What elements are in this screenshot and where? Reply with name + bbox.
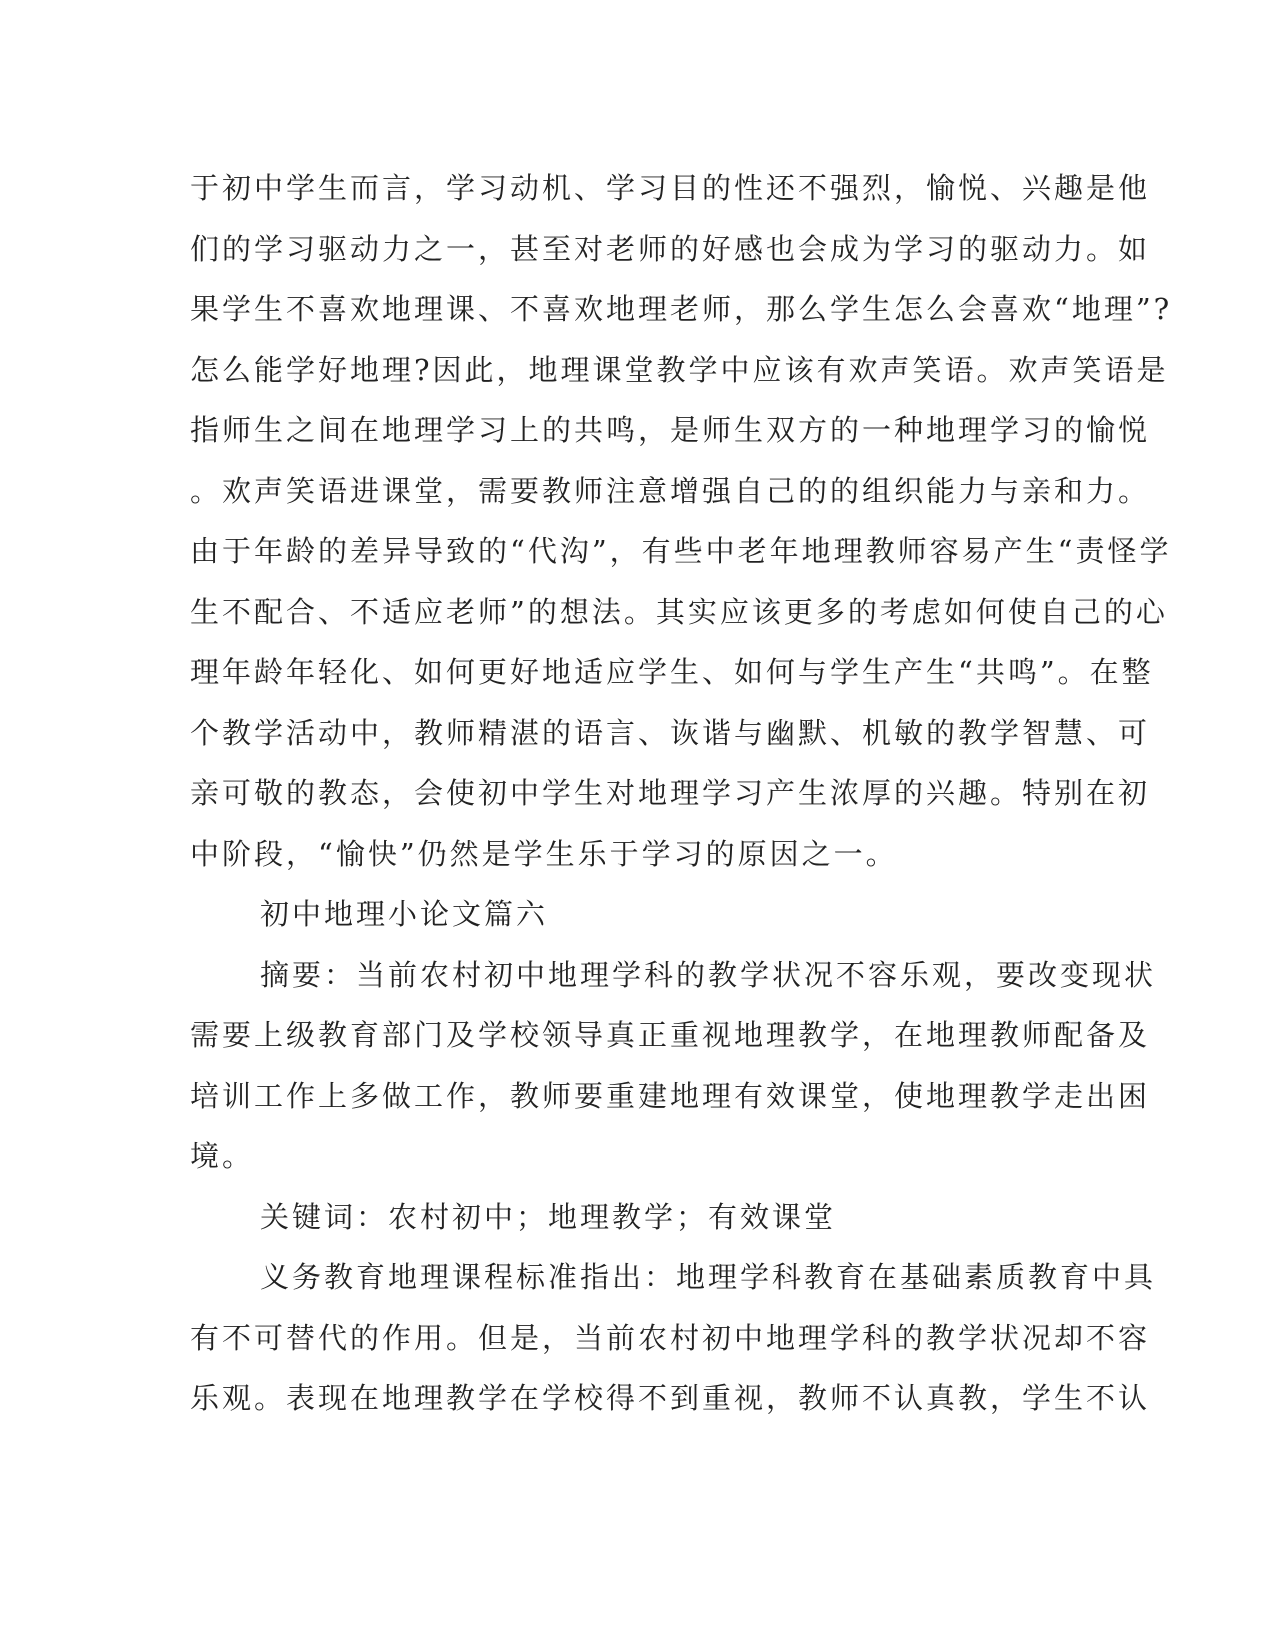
text-line: 亲可敬的教态，会使初中学生对地理学习产生浓厚的兴趣。特别在初 (190, 776, 1151, 810)
text-line: 指师生之间在地理学习上的共鸣，是师生双方的一种地理学习的愉悦 (190, 413, 1151, 447)
text-line: 果学生不喜欢地理课、不喜欢地理老师，那么学生怎么会喜欢“地理”? (190, 292, 1173, 326)
keywords-line: 关键词：农村初中；地理教学；有效课堂 (260, 1199, 837, 1234)
text-line: 中阶段，“愉快”仍然是学生乐于学习的原因之一。 (190, 836, 898, 871)
paragraph-start-line: 义务教育地理课程标准指出：地理学科教育在基础素质教育中具 (260, 1260, 1157, 1294)
text-line: 需要上级教育部门及学校领导真正重视地理教学，在地理教师配备及 (190, 1018, 1151, 1052)
abstract-line: 摘要：当前农村初中地理学科的教学状况不容乐观，要改变现状 (260, 957, 1157, 992)
text-line: 由于年龄的差异导致的“代沟”，有些中老年地理教师容易产生“责怪学 (190, 534, 1172, 568)
text-line: 们的学习驱动力之一，甚至对老师的好感也会成为学习的驱动力。如 (190, 231, 1151, 266)
text-line: 怎么能学好地理?因此，地理课堂教学中应该有欢声笑语。欢声笑语是 (190, 352, 1169, 387)
text-line: 理年龄年轻化、如何更好地适应学生、如何与学生产生“共鸣”。在整 (190, 655, 1154, 689)
section-heading: 初中地理小论文篇六 (260, 897, 549, 931)
text-line: 乐观。表现在地理教学在学校得不到重视，教师不认真教，学生不认 (190, 1381, 1151, 1415)
text-line: 有不可替代的作用。但是，当前农村初中地理学科的教学状况却不容 (190, 1320, 1151, 1355)
text-line: 培训工作上多做工作，教师要重建地理有效课堂，使地理教学走出困 (190, 1078, 1151, 1113)
text-line: 于初中学生而言，学习动机、学习目的性还不强烈，愉悦、兴趣是他 (190, 171, 1151, 205)
text-line: 。欢声笑语进课堂，需要教师注意增强自己的的组织能力与亲和力。 (190, 473, 1151, 508)
text-line: 境。 (190, 1139, 255, 1173)
text-line: 个教学活动中，教师精湛的语言、诙谐与幽默、机敏的教学智慧、可 (190, 715, 1151, 750)
document-body (190, 158, 1173, 1429)
text-line: 生不配合、不适应老师”的想法。其实应该更多的考虑如何使自己的心 (190, 594, 1168, 629)
